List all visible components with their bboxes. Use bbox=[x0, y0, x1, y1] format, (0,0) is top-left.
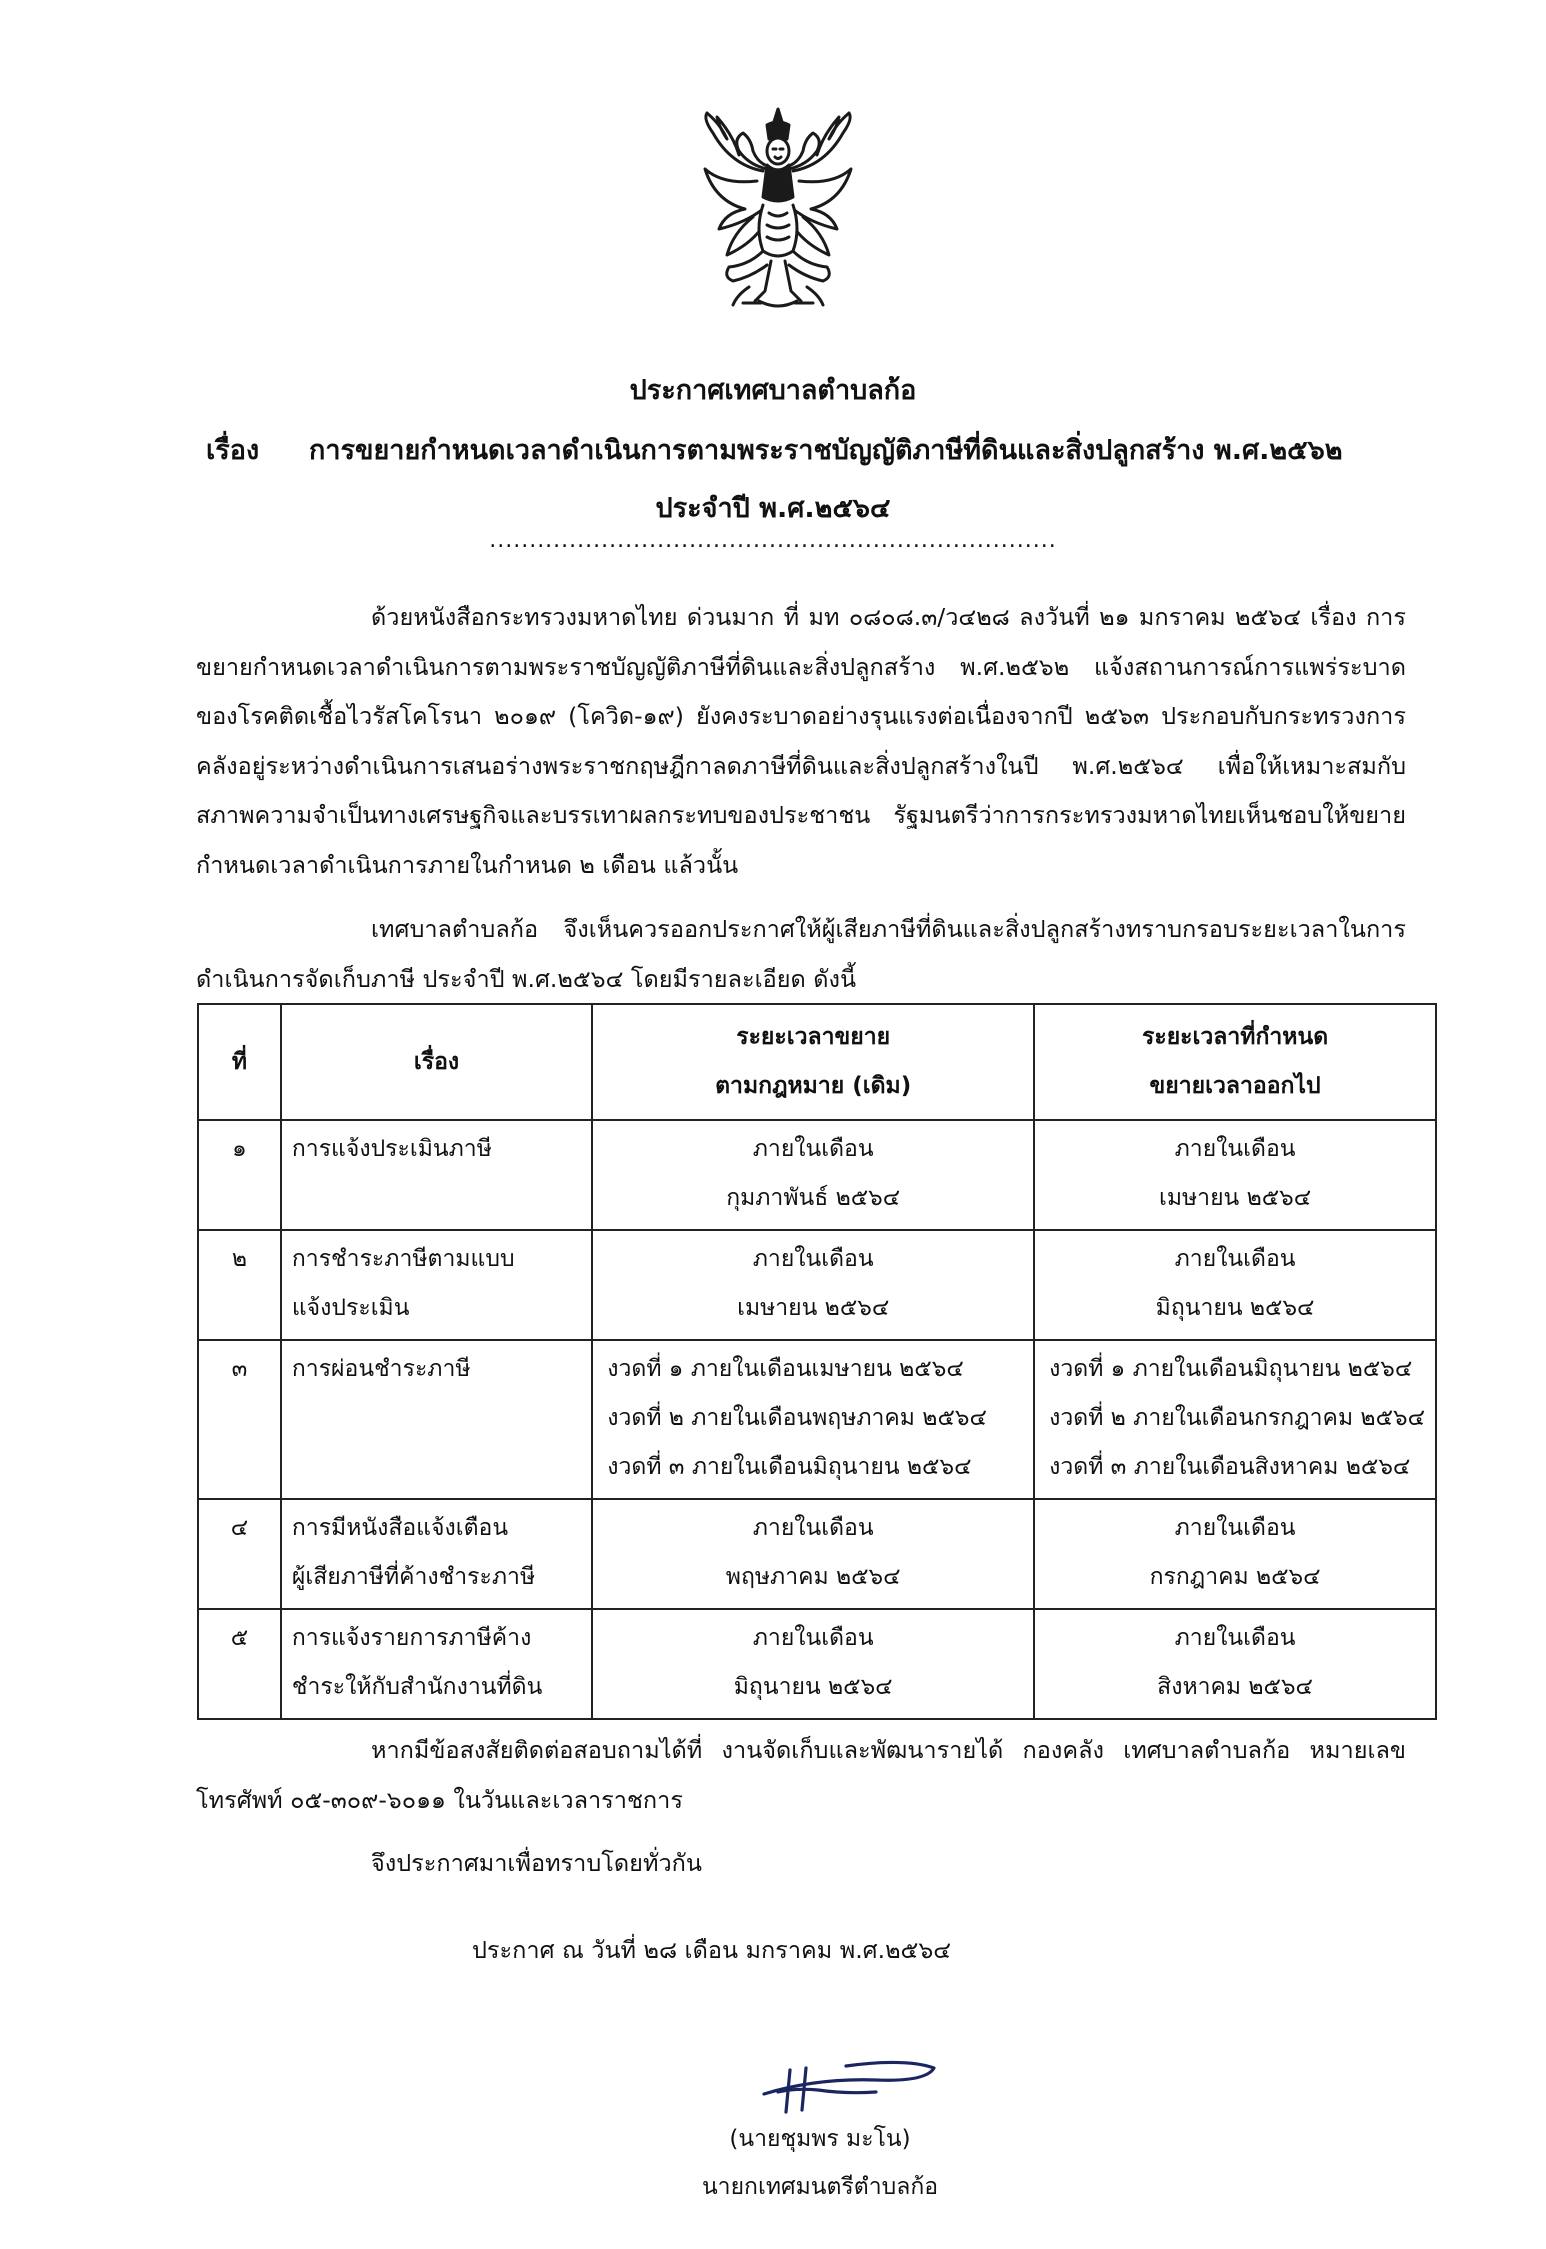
schedule-table bbox=[197, 1003, 1437, 1720]
paragraph-4: จึงประกาศมาเพื่อทราบโดยทั่วกัน bbox=[371, 1849, 702, 1877]
header-no: ที่ bbox=[198, 1004, 281, 1120]
paragraph-2: เทศบาลตำบลก้อ จึงเห็นควรออกประกาศให้ผู้เสียภาษีที่ดินและสิ่งปลูกสร้างทราบกรอบระยะเวลาในการดำเนินการจัดเก็บภาษี ประจำปี พ.ศ.๒๕๖๔ โดยมีรายละเอียด ดังนี้ bbox=[196, 915, 1406, 993]
table-row: ๕ การแจ้งรายการภาษีค้าง ชำระให้กับสำนักงานที่ดิน ภายในเดือน มิถุนายน ๒๕๖๔ ภายในเดือน สิงหาคม ๒๕๖๔ bbox=[198, 1609, 1436, 1719]
subject-text: การขยายกำหนดเวลาดำเนินการตามพระราชบัญญัติภาษีที่ดินและสิ่งปลูกสร้าง พ.ศ.๒๕๖๒ bbox=[309, 435, 1343, 466]
fiscal-year: ประจำปี พ.ศ.๒๕๖๔ bbox=[655, 493, 891, 524]
announce-date: ประกาศ ณ วันที่ ๒๘ เดือน มกราคม พ.ศ.๒๕๖๔ bbox=[472, 1936, 952, 1964]
table-row: ๔ การมีหนังสือแจ้งเตือน ผู้เสียภาษีที่ค้างชำระภาษี ภายในเดือน พฤษภาคม ๒๕๖๔ ภายในเดือน กรกฎาคม ๒๕๖๔ bbox=[198, 1499, 1436, 1609]
table-row: ๒ การชำระภาษีตามแบบ แจ้งประเมิน ภายในเดือน เมษายน ๒๕๖๔ ภายในเดือน มิถุนายน ๒๕๖๔ bbox=[198, 1230, 1436, 1340]
separator-line: ....................................................................... bbox=[489, 528, 1057, 553]
signer-name: (นายชุมพร มะโน) bbox=[729, 2126, 911, 2152]
subject-label: เรื่อง bbox=[206, 435, 260, 466]
announcement-title: ประกาศเทศบาลตำบลก้อ bbox=[629, 375, 917, 406]
subject-line bbox=[206, 428, 1343, 471]
table-row: ๓ การผ่อนชำระภาษี งวดที่ ๑ ภายในเดือนเมษายน ๒๕๖๔ งวดที่ ๒ ภายในเดือนพฤษภาคม ๒๕๖๔ งวดที่ ๓ ภายในเดือนมิถุนายน ๒๕๖๔ งวดที่ ๑ ภายในเดือนมิถุนายน ๒๕๖๔ งวดที่ ๒ ภายในเดือนกรกฎาคม ๒๕๖๔ งวดที่ ๓ ภายในเดือนสิงหาคม ๒๕๖๔ bbox=[198, 1340, 1436, 1499]
garuda-emblem-icon bbox=[693, 105, 863, 320]
header-subject: เรื่อง bbox=[281, 1004, 592, 1120]
signer-position: นายกเทศมนตรีตำบลก้อ bbox=[701, 2174, 939, 2200]
table-header-row bbox=[198, 1004, 1436, 1120]
header-extended-period: ระยะเวลาที่กำหนด ขยายเวลาออกไป bbox=[1034, 1004, 1436, 1120]
table-row: ๑ การแจ้งประเมินภาษี ภายในเดือน กุมภาพันธ์ ๒๕๖๔ ภายในเดือน เมษายน ๒๕๖๔ bbox=[198, 1120, 1436, 1230]
signer-block bbox=[650, 2115, 990, 2211]
paragraph-1: ด้วยหนังสือกระทรวงมหาดไทย ด่วนมาก ที่ มท ๐๘๐๘.๓/ว๔๒๘ ลงวันที่ ๒๑ มกราคม ๒๕๖๔ เรื่อง การขยายกำหนดเวลาดำเนินการตามพระราชบัญญัติภาษีที่ดินและสิ่งปลูกสร้าง พ.ศ.๒๕๖๒ แจ้งสถานการณ์การแพร่ระบาดของโรคติดเชื้อไวรัสโคโรนา ๒๐๑๙ (โควิด-๑๙) ยังคงระบาดอย่างรุนแรงต่อเนื่องจากปี ๒๕๖๓ ประกอบกับกระทรวงการคลังอยู่ระหว่างดำเนินการเสนอร่างพระราชกฤษฎีกาลดภาษีที่ดินและสิ่งปลูกสร้างในปี พ.ศ.๒๕๖๔ เพื่อให้เหมาะสมกับสภาพความจำเป็นทางเศรษฐกิจและบรรเทาผลกระทบของประชาชน รัฐมนตรีว่าการกระทรวงมหาดไทยเห็นชอบให้ขยายกำหนดเวลาดำเนินการภายในกำหนด ๒ เดือน แล้วนั้น bbox=[196, 603, 1406, 879]
paragraph-3: หากมีข้อสงสัยติดต่อสอบถามได้ที่ งานจัดเก็บและพัฒนารายได้ กองคลัง เทศบาลตำบลก้อ หมายเลขโทรศัพท์ ๐๕-๓๐๙-๖๐๑๑ ในวันและเวลาราชการ bbox=[196, 1736, 1406, 1814]
header-original-period: ระยะเวลาขยาย ตามกฎหมาย (เดิม) bbox=[592, 1004, 1034, 1120]
signature-mark bbox=[756, 2050, 946, 2120]
